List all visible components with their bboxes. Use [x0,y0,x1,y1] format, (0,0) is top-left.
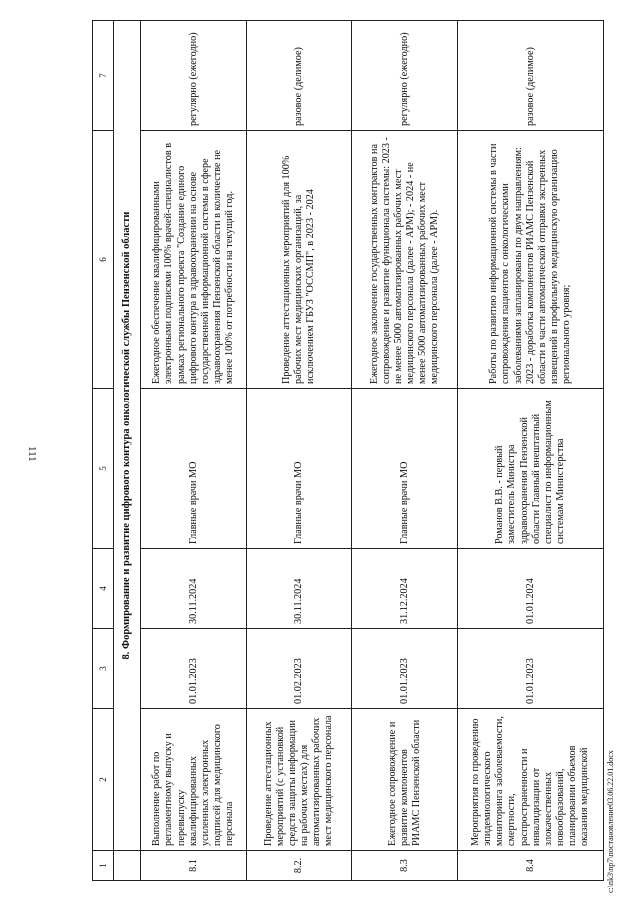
section-spacer-cell [114,851,141,881]
table-row [352,21,458,881]
end-date-cell: 30.11.2024 [246,549,352,629]
measures-table [92,20,604,881]
responsible-cell: Главные врачи МО [141,389,247,549]
result-cell: Проведение аттестационных мероприятий для 100% рабочих мест медицинских организаций, за исключением ГБУЗ "ОССМП", в 2023 - 2024 [246,131,352,389]
result-cell: Работы по развитию информационной системы в части сопровождения пациентов с онкологическими заболеваниями запланированы по двум направлениям: 2023 - доработка компонентов РИАМС Пензенской области в части автоматической отправки экстренных извещений в профильную медицинскую организацию регионального уровня; [458,131,604,389]
row-number: 8.2. [246,851,352,881]
result-cell: Ежегодное обеспечение квалифицированными электронными подписями 100% врачей-специалистов в рамках регионального проекта "Создание единого цифрового контура в здравоохранении на основе государственной информационной системы в сфере здравоохранения Пензенской области в количестве не менее 100% от потребности на текущий год. [141,131,247,389]
end-date-cell: 30.11.2024 [141,549,247,629]
column-number: 2 [93,709,114,851]
column-number: 4 [93,549,114,629]
section-header-row [114,21,141,881]
start-date-cell: 01.02.2023 [246,629,352,709]
periodicity-cell: регулярно (ежегодно) [141,21,247,131]
page-number: 111 [26,446,38,462]
file-path-footer: c:\nk3\np7\постановление03.06.22.01.docx [606,750,615,893]
start-date-cell: 01.01.2023 [141,629,247,709]
column-number-row [93,21,114,881]
row-number: 8.1 [141,851,247,881]
row-number: 8.4 [458,851,604,881]
measure-cell: Выполнение работ по регламентному выпуску и перевыпуску квалифицированных усиленных электронных подписей для медицинского персонала [141,709,247,851]
end-date-cell: 31.12.2024 [352,549,458,629]
end-date-cell: 01.01.2024 [458,549,604,629]
column-number: 3 [93,629,114,709]
start-date-cell: 01.01.2023 [458,629,604,709]
column-number: 6 [93,131,114,389]
measure-cell: Мероприятия по проведению эпидемиологического мониторинга заболеваемости, смертности, распространенности и инвалидизации от злокачественных новообразований, планировании объемов оказания медицинской [458,709,604,851]
start-date-cell: 01.01.2023 [352,629,458,709]
result-cell: Ежегодное заключение государственных контрактов на сопровождение и развитие функционала системы: 2023 - не менее 5000 автоматизированных рабочих мест медицинского персонала (далее - АРМ); - 2024 - не менее 5000 автоматизированных рабочих мест медицинского персонала (далее - АРМ). [352,131,458,389]
column-number: 1 [93,851,114,881]
section-title: 8. Формирование и развитие цифрового контура онкологической службы Пензенской области [114,21,141,851]
periodicity-cell: регулярно (ежегодно) [352,21,458,131]
rotated-table-block [92,21,604,881]
periodicity-cell: разовое (делимое) [458,21,604,131]
table-row [458,21,604,881]
measure-cell: Ежегодное сопровождение и развитие компонентов РИАМС Пензенской области [352,709,458,851]
column-number: 5 [93,389,114,549]
table-row [141,21,247,881]
responsible-cell: Романов В.В. - первый заместитель Министра здравоохранения Пензенской области Главный внештатный специалист по информационным системам Министерства [458,389,604,549]
column-number: 7 [93,21,114,131]
row-number: 8.3 [352,851,458,881]
periodicity-cell: разовое (делимое) [246,21,352,131]
table-row [246,21,352,881]
responsible-cell: Главные врачи МО [246,389,352,549]
responsible-cell: Главные врачи МО [352,389,458,549]
measure-cell: Проведение аттестационных мероприятий (с установкой средств защиты информации на рабочих местах) для автоматизированных рабочих мест медицинского персонала [246,709,352,851]
